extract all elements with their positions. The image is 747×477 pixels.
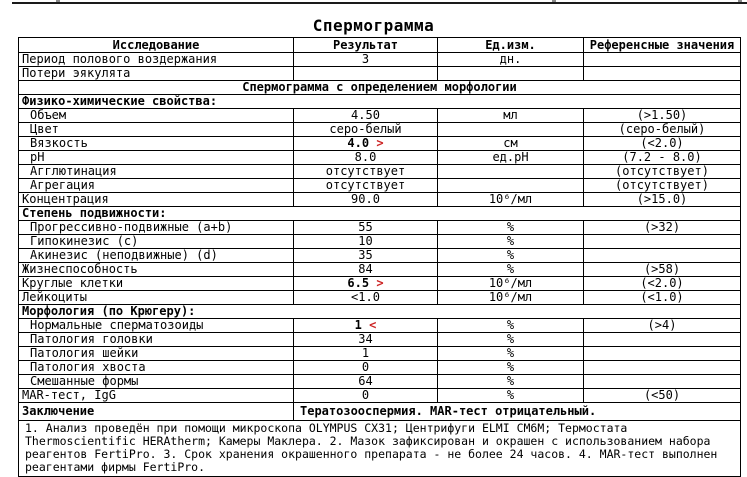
table-row: [19, 389, 741, 403]
result-value: 8.0: [354, 150, 377, 164]
col-header-study: Исследование: [19, 38, 294, 53]
table-row: [19, 67, 741, 81]
cell-unit: [438, 67, 584, 81]
table-row: [19, 179, 741, 193]
cell-unit: %: [438, 221, 584, 235]
report-table: [18, 37, 741, 477]
cell-result: [294, 361, 438, 375]
cell-study-name: MAR-тест, IgG: [19, 389, 294, 403]
report-table-body: [19, 38, 741, 477]
result-value: 64: [358, 374, 373, 388]
table-row: [19, 95, 741, 109]
cell-result: [294, 179, 438, 193]
cell-reference: (<2.0): [584, 277, 741, 291]
result-value: серо-белый: [329, 122, 402, 136]
cropped-text-remnant: [738, 0, 742, 2]
cell-unit: %: [438, 375, 584, 389]
cell-unit: [438, 123, 584, 137]
cell-unit: ед.pH: [438, 151, 584, 165]
cell-unit: дн.: [438, 53, 584, 67]
cell-result: [294, 291, 438, 305]
cell-study-name: Прогрессивно-подвижные (a+b): [19, 221, 294, 235]
table-row: [19, 38, 741, 53]
table-row: [19, 249, 741, 263]
section-header-row: Физико-химические свойства:: [19, 95, 741, 109]
cell-study-name: Вязкость: [19, 137, 294, 151]
result-value: 3: [361, 52, 370, 66]
cell-reference: (серо-белый): [584, 123, 741, 137]
cell-reference: [584, 53, 741, 67]
cell-unit: %: [438, 333, 584, 347]
cell-unit: %: [438, 249, 584, 263]
table-row: [19, 305, 741, 319]
cell-unit: %: [438, 361, 584, 375]
cell-study-name: pH: [19, 151, 294, 165]
cell-reference: [584, 235, 741, 249]
cropped-text-remnant: [56, 0, 60, 2]
table-row: [19, 165, 741, 179]
cell-unit: %: [438, 319, 584, 333]
cell-reference: (7.2 - 8.0): [584, 151, 741, 165]
cell-reference: [584, 375, 741, 389]
cell-study-name: Концентрация: [19, 193, 294, 207]
cell-reference: (>15.0): [584, 193, 741, 207]
subreport-title-row: Спермограмма с определением морфологии: [19, 81, 741, 95]
cell-reference: (<2.0): [584, 137, 741, 151]
cell-unit: %: [438, 389, 584, 403]
cell-result: [294, 249, 438, 263]
col-header-unit: Ед.изм.: [438, 38, 584, 53]
result-value: 1: [354, 318, 362, 332]
cell-study-name: Гипокинезис (c): [19, 235, 294, 249]
result-value: 6.5: [347, 276, 370, 290]
section-header-row: Степень подвижности:: [19, 207, 741, 221]
cell-result: [294, 277, 438, 291]
table-row: [19, 137, 741, 151]
out-of-range-marker: <: [361, 318, 377, 332]
result-value: 4.0: [347, 136, 370, 150]
result-value: 34: [358, 332, 373, 346]
report-title: Спермограмма: [312, 16, 435, 35]
cell-unit: %: [438, 263, 584, 277]
cell-reference: (отсутствует): [584, 179, 741, 193]
cell-study-name: Патология головки: [19, 333, 294, 347]
cell-study-name: Объем: [19, 109, 294, 123]
cell-reference: [584, 249, 741, 263]
cell-unit: %: [438, 235, 584, 249]
cell-reference: (>4): [584, 319, 741, 333]
table-row: [19, 291, 741, 305]
result-value: 1: [361, 346, 370, 360]
cell-study-name: Период полового воздержания: [19, 53, 294, 67]
table-row: [19, 221, 741, 235]
cell-reference: (>1.50): [584, 109, 741, 123]
cell-unit: мл: [438, 109, 584, 123]
conclusion-label: Заключение: [19, 403, 294, 421]
cell-unit: 10⁶/мл: [438, 291, 584, 305]
cell-study-name: Цвет: [19, 123, 294, 137]
cell-result: [294, 263, 438, 277]
table-row: [19, 421, 741, 477]
result-value: 4.50: [351, 108, 380, 122]
cell-result: [294, 333, 438, 347]
result-value: 90.0: [351, 192, 380, 206]
cell-result: [294, 347, 438, 361]
cell-reference: (<1.0): [584, 291, 741, 305]
cell-result: [294, 53, 438, 67]
cell-result: [294, 137, 438, 151]
cell-reference: (>32): [584, 221, 741, 235]
table-row: [19, 193, 741, 207]
col-header-result: Результат: [294, 38, 438, 53]
table-row: [19, 123, 741, 137]
cell-study-name: Жизнеспособность: [19, 263, 294, 277]
cell-study-name: Смешанные формы: [19, 375, 294, 389]
result-value: 10: [358, 234, 373, 248]
cell-reference: (<50): [584, 389, 741, 403]
cell-study-name: Патология шейки: [19, 347, 294, 361]
cell-result: [294, 123, 438, 137]
table-row: [19, 333, 741, 347]
cell-result: [294, 319, 438, 333]
cell-unit: [438, 179, 584, 193]
out-of-range-marker: >: [369, 276, 384, 290]
result-value: 84: [358, 262, 373, 276]
footnotes-text: 1. Анализ проведён при помощи микроскопа OLYMPUS CX31; Центрифуги ELMI CM6M; Термостата Thermoscientific HERAtherm; Камеры Маклера. 2. Мазок зафиксирован и окрашен с использованием набора реагентов FertiPro. 3. Срок хранения окрашенного препарата - не более 24 часов. 4. MAR-тест выполнен реагентами фирмы FertiPro.: [19, 421, 741, 477]
table-row: [19, 361, 741, 375]
cell-result: [294, 389, 438, 403]
cell-result: [294, 165, 438, 179]
cell-study-name: Патология хвоста: [19, 361, 294, 375]
table-row: [19, 53, 741, 67]
cell-result: [294, 375, 438, 389]
cell-study-name: Нормальные сперматозоиды: [19, 319, 294, 333]
cell-unit: %: [438, 347, 584, 361]
table-row: [19, 207, 741, 221]
table-row: [19, 81, 741, 95]
cropped-text-remnant: [552, 0, 556, 2]
cell-result: [294, 193, 438, 207]
table-row: [19, 347, 741, 361]
table-row: [19, 235, 741, 249]
cell-result: [294, 235, 438, 249]
table-row: [19, 403, 741, 421]
result-value: отсутствует: [325, 178, 406, 192]
table-row: [19, 263, 741, 277]
cell-study-name: Круглые клетки: [19, 277, 294, 291]
col-header-reference: Референсные значения: [584, 38, 741, 53]
cell-unit: 10⁶/мл: [438, 193, 584, 207]
cell-reference: [584, 361, 741, 375]
cell-reference: (отсутствует): [584, 165, 741, 179]
result-value: отсутствует: [325, 164, 406, 178]
cell-unit: см: [438, 137, 584, 151]
cell-reference: [584, 67, 741, 81]
result-value: 35: [358, 248, 373, 262]
cell-reference: [584, 347, 741, 361]
cell-unit: 10⁶/мл: [438, 277, 584, 291]
cell-study-name: Агрегация: [19, 179, 294, 193]
result-value: <1.0: [351, 290, 380, 304]
result-value: 0: [361, 360, 370, 374]
cell-result: [294, 67, 438, 81]
page-top-divider: [12, 2, 747, 4]
result-value: 55: [358, 220, 373, 234]
cell-result: [294, 109, 438, 123]
cell-unit: [438, 165, 584, 179]
out-of-range-marker: >: [369, 136, 384, 150]
cell-result: [294, 221, 438, 235]
cell-result: [294, 151, 438, 165]
table-row: [19, 319, 741, 333]
cell-study-name: Агглютинация: [19, 165, 294, 179]
cell-reference: [584, 333, 741, 347]
table-row: [19, 277, 741, 291]
cell-reference: (>58): [584, 263, 741, 277]
conclusion-text: Тератозооспермия. MAR-тест отрицательный.: [294, 403, 741, 421]
table-row: [19, 375, 741, 389]
result-value: 0: [361, 388, 370, 402]
section-header-row: Морфология (по Крюгеру):: [19, 305, 741, 319]
cell-study-name: Акинезис (неподвижные) (d): [19, 249, 294, 263]
table-row: [19, 109, 741, 123]
table-row: [19, 151, 741, 165]
cell-study-name: Потери эякулята: [19, 67, 294, 81]
cell-study-name: Лейкоциты: [19, 291, 294, 305]
